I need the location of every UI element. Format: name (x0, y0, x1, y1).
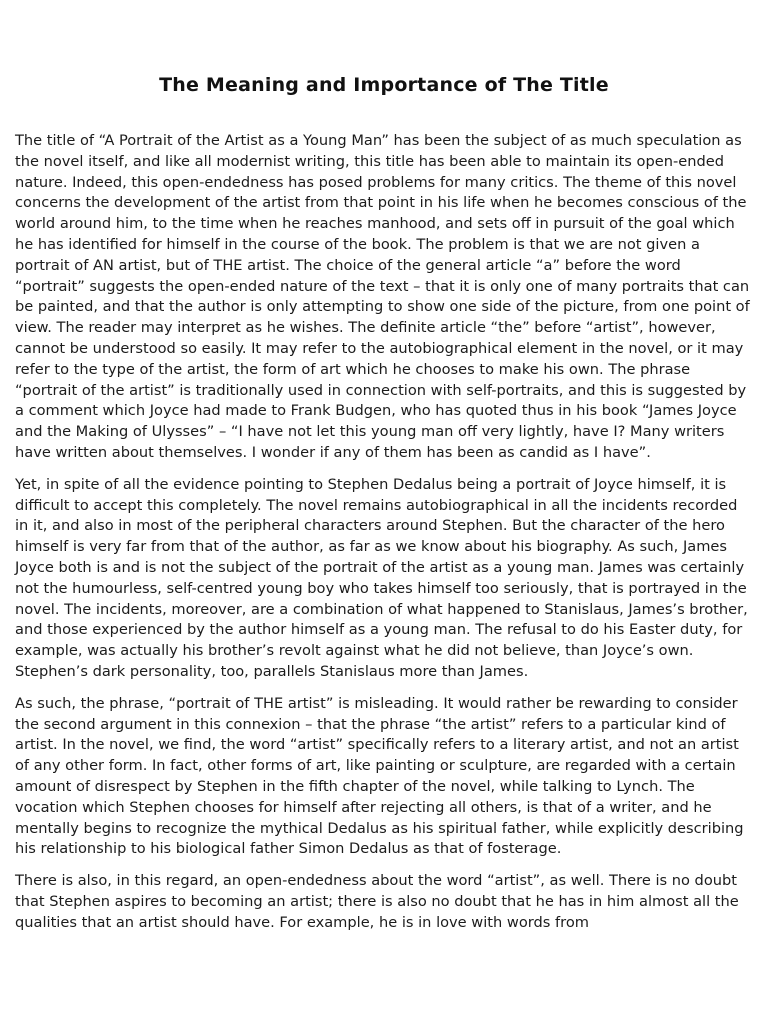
paragraph-3: As such, the phrase, “portrait of THE artist” is misleading. It would rather be rewarding to consider the second argument in this connexion – that the phrase “the artist” refers to a particular kind of artist. In the novel, we find, the word “artist” specifically refers to a literary artist, and not an artist of any other form. In fact, other forms of art, like painting or sculpture, are regarded with a certain amount of disrespect by Stephen in the fifth chapter of the novel, while talking to Lynch. The vocation which Stephen chooses for himself after rejecting all others, is that of a writer, and he mentally begins to recognize the mythical Dedalus as his spiritual father, while explicitly describing his relationship to his biological father Simon Dedalus as that of fosterage. (15, 694, 744, 858)
body-text (15, 131, 755, 944)
paragraph-1: The title of “A Portrait of the Artist as a Young Man” has been the subject of as much speculation as the novel itself, and like all modernist writing, this title has been able to maintain its open-ended nature. Indeed, this open-endedness has posed problems for many critics. The theme of this novel concerns the development of the artist from that point in his life when he becomes conscious of the world around him, to the time when he reaches manhood, and sets off in pursuit of the goal which he has identified for himself in the course of the book. The problem is that we are not given a portrait of AN artist, but of THE artist. The choice of the general article “a” before the word “portrait” suggests the open-ended nature of the text – that it is only one of many portraits that can be painted, and that the author is only attempting to show one side of the picture, from one point of view. The reader may interpret as he wishes. The definite article “the” before “artist”, however, cannot be understood so easily. It may refer to the autobiographical element in the novel, or it may refer to the type of the artist, the form of art which he chooses to make his own. The phrase “portrait of the artist” is traditionally used in connection with self-portraits, and this is suggested by a comment which Joyce had made to Frank Budgen, who has quoted thus in his book “James Joyce and the Making of Ulysses” – “I have not let this young man off very lightly, have I? Many writers have written about themselves. I wonder if any of them has been as candid as I have”. (15, 132, 750, 461)
paragraph-4: There is also, in this regard, an open-endedness about the word “artist”, as well. There is no doubt that Stephen aspires to becoming an artist; there is also no doubt that he has in him almost all the qualities that an artist should have. For example, he is in love with words from (15, 872, 739, 931)
page-title: The Meaning and Importance of The Title (159, 74, 609, 96)
paragraph-2: Yet, in spite of all the evidence pointing to Stephen Dedalus being a portrait of Joyce himself, it is difficult to accept this completely. The novel remains autobiographical in all the incidents recorded in it, and also in most of the peripheral characters around Stephen. But the character of the hero himself is very far from that of the author, as far as we know about his biography. As such, James Joyce both is and is not the subject of the portrait of the artist as a young man. James was certainly not the humourless, self-centred young boy who takes himself too seriously, that is portrayed in the novel. The incidents, moreover, are a combination of what happened to Stanislaus, James’s brother, and those experienced by the author himself as a young man. The refusal to do his Easter duty, for example, was actually his brother’s revolt against what he did not believe, than Joyce’s own. Stephen’s dark personality, too, parallels Stanislaus more than James. (15, 475, 748, 680)
